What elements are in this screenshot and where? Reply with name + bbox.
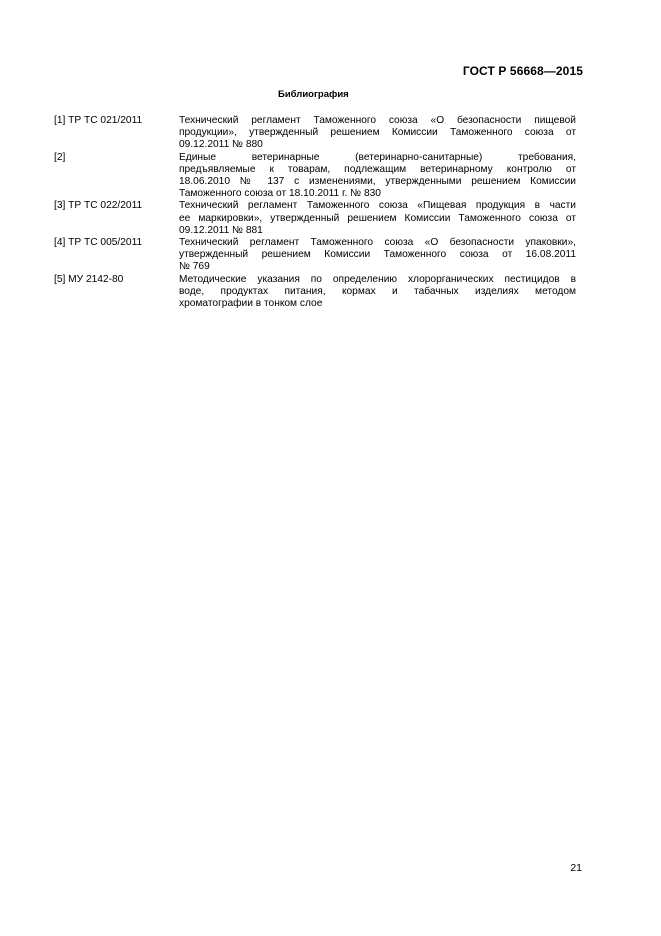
bibliography-text (179, 115, 576, 152)
bibliography-line: продукции», утвержденный решением Комиссии Таможенного союза от (179, 127, 576, 139)
bibliography-line: Технический регламент Таможенного союза «О безопасности пищевой (179, 115, 576, 126)
bibliography-line: Методические указания по определению хлорорганических пестицидов в (179, 273, 576, 285)
bibliography-line: Таможенного союза от 18.10.2011 г. № 830 (179, 188, 381, 200)
bibliography-text (179, 200, 576, 237)
bibliography-line: воде, продуктах питания, кормах и табачных изделиях методом (179, 285, 576, 297)
bibliography-line: ее маркировки», утвержденный решением Комиссии Таможенного союза от (179, 212, 576, 224)
bibliography-list (54, 115, 576, 310)
document-code: ГОСТ Р 56668—2015 (462, 64, 583, 78)
bibliography-line: хроматографии в тонком слое (179, 298, 323, 310)
bibliography-line: 18.06.2010 № 137 с изменениями, утвержденными решением Комиссии (179, 176, 576, 188)
bibliography-entry (54, 274, 576, 311)
bibliography-line: Единые ветеринарные (ветеринарно-санитарные) требования, (179, 151, 576, 163)
bibliography-entry (54, 237, 576, 274)
bibliography-text (179, 152, 576, 201)
bibliography-line: утвержденный решением Комиссии Таможенного союза от 16.08.2011 (179, 249, 576, 261)
bibliography-entry (54, 115, 576, 152)
bibliography-text (179, 237, 576, 274)
bibliography-line: № 769 (179, 261, 210, 273)
bibliography-ref: [1] ТР ТС 021/2011 (54, 115, 143, 126)
bibliography-line: 09.12.2011 № 881 (179, 224, 263, 236)
bibliography-text (179, 274, 576, 311)
bibliography-line: Технический регламент Таможенного союза «О безопасности упаковки», (179, 237, 576, 249)
bibliography-line: 09.12.2011 № 880 (179, 139, 263, 151)
bibliography-ref: [2] (54, 151, 66, 163)
bibliography-entry (54, 152, 576, 201)
bibliography-ref: [4] ТР ТС 005/2011 (54, 237, 143, 249)
bibliography-line: Технический регламент Таможенного союза «Пищевая продукция в части (179, 200, 576, 212)
page-number: 21 (570, 862, 582, 874)
bibliography-entry (54, 200, 576, 237)
bibliography-line: предъявляемые к товарам, подлежащим ветеринарному контролю от (179, 163, 576, 175)
bibliography-ref: [3] ТР ТС 022/2011 (54, 200, 143, 212)
bibliography-ref: [5] МУ 2142-80 (54, 273, 124, 285)
section-title: Библиография (278, 89, 349, 100)
